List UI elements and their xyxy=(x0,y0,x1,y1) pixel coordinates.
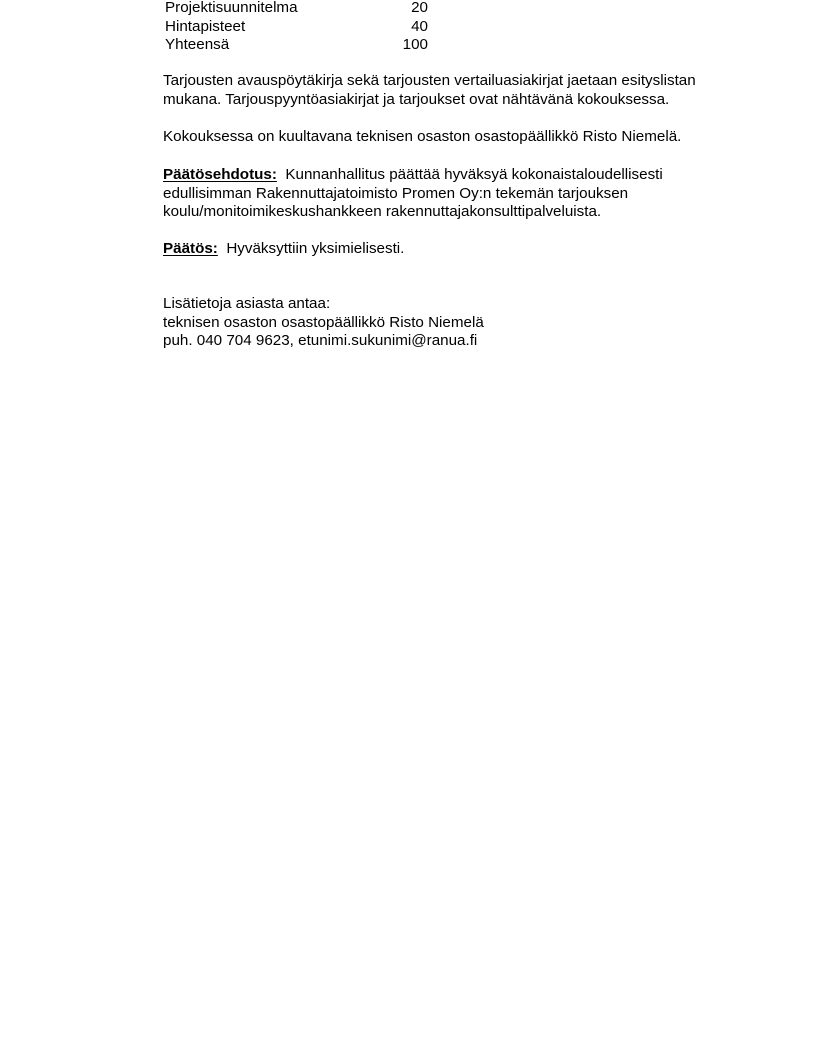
paragraph-line: edullisimman Rakennuttajatoimisto Promen Oy:n tekemän tarjouksen xyxy=(163,184,629,202)
criterion-points: 40 xyxy=(411,17,428,35)
contact-person: teknisen osaston osastopäällikkö Risto Niemelä xyxy=(163,313,484,331)
table-row xyxy=(165,18,430,37)
decision-text: Hyväksyttiin yksimielisesti. xyxy=(226,240,405,257)
criterion-label: Hintapisteet xyxy=(165,17,246,35)
decision-line xyxy=(163,240,763,259)
paragraph-line: koulu/monitoimikeskushankkeen rakennuttajakonsulttipalveluista. xyxy=(163,203,602,221)
hearing-paragraph xyxy=(163,128,763,147)
paragraph-line: Tarjousten avauspöytäkirja sekä tarjousten vertailuasiakirjat jaetaan esityslistan xyxy=(163,72,696,89)
contact-heading: Lisätietoja asiasta antaa: xyxy=(163,295,331,312)
table-row xyxy=(165,0,430,18)
table-row xyxy=(165,36,430,55)
contact-details: puh. 040 704 9623, etunimi.sukunimi@ranua.fi xyxy=(163,332,478,350)
paragraph-line: Kokouksessa on kuultavana teknisen osaston osastopäällikkö Risto Niemelä. xyxy=(163,128,682,145)
decision-label: Päätös: xyxy=(163,240,218,257)
criterion-label: Yhteensä xyxy=(165,36,230,54)
criterion-label: Projektisuunnitelma xyxy=(165,0,298,16)
contact-info xyxy=(163,295,763,351)
proposal-paragraph xyxy=(163,166,763,222)
documents-paragraph xyxy=(163,72,763,109)
proposal-first-line xyxy=(163,166,763,185)
criterion-points: 20 xyxy=(411,0,428,16)
paragraph-line: mukana. Tarjouspyyntöasiakirjat ja tarjoukset ovat nähtävänä kokouksessa. xyxy=(163,90,670,108)
score-table xyxy=(165,0,430,55)
decision-paragraph xyxy=(163,240,763,259)
proposal-label: Päätösehdotus: xyxy=(163,166,277,183)
proposal-text: Kunnanhallitus päättää hyväksyä kokonaistaloudellisesti xyxy=(285,166,663,183)
criterion-points: 100 xyxy=(402,36,428,54)
